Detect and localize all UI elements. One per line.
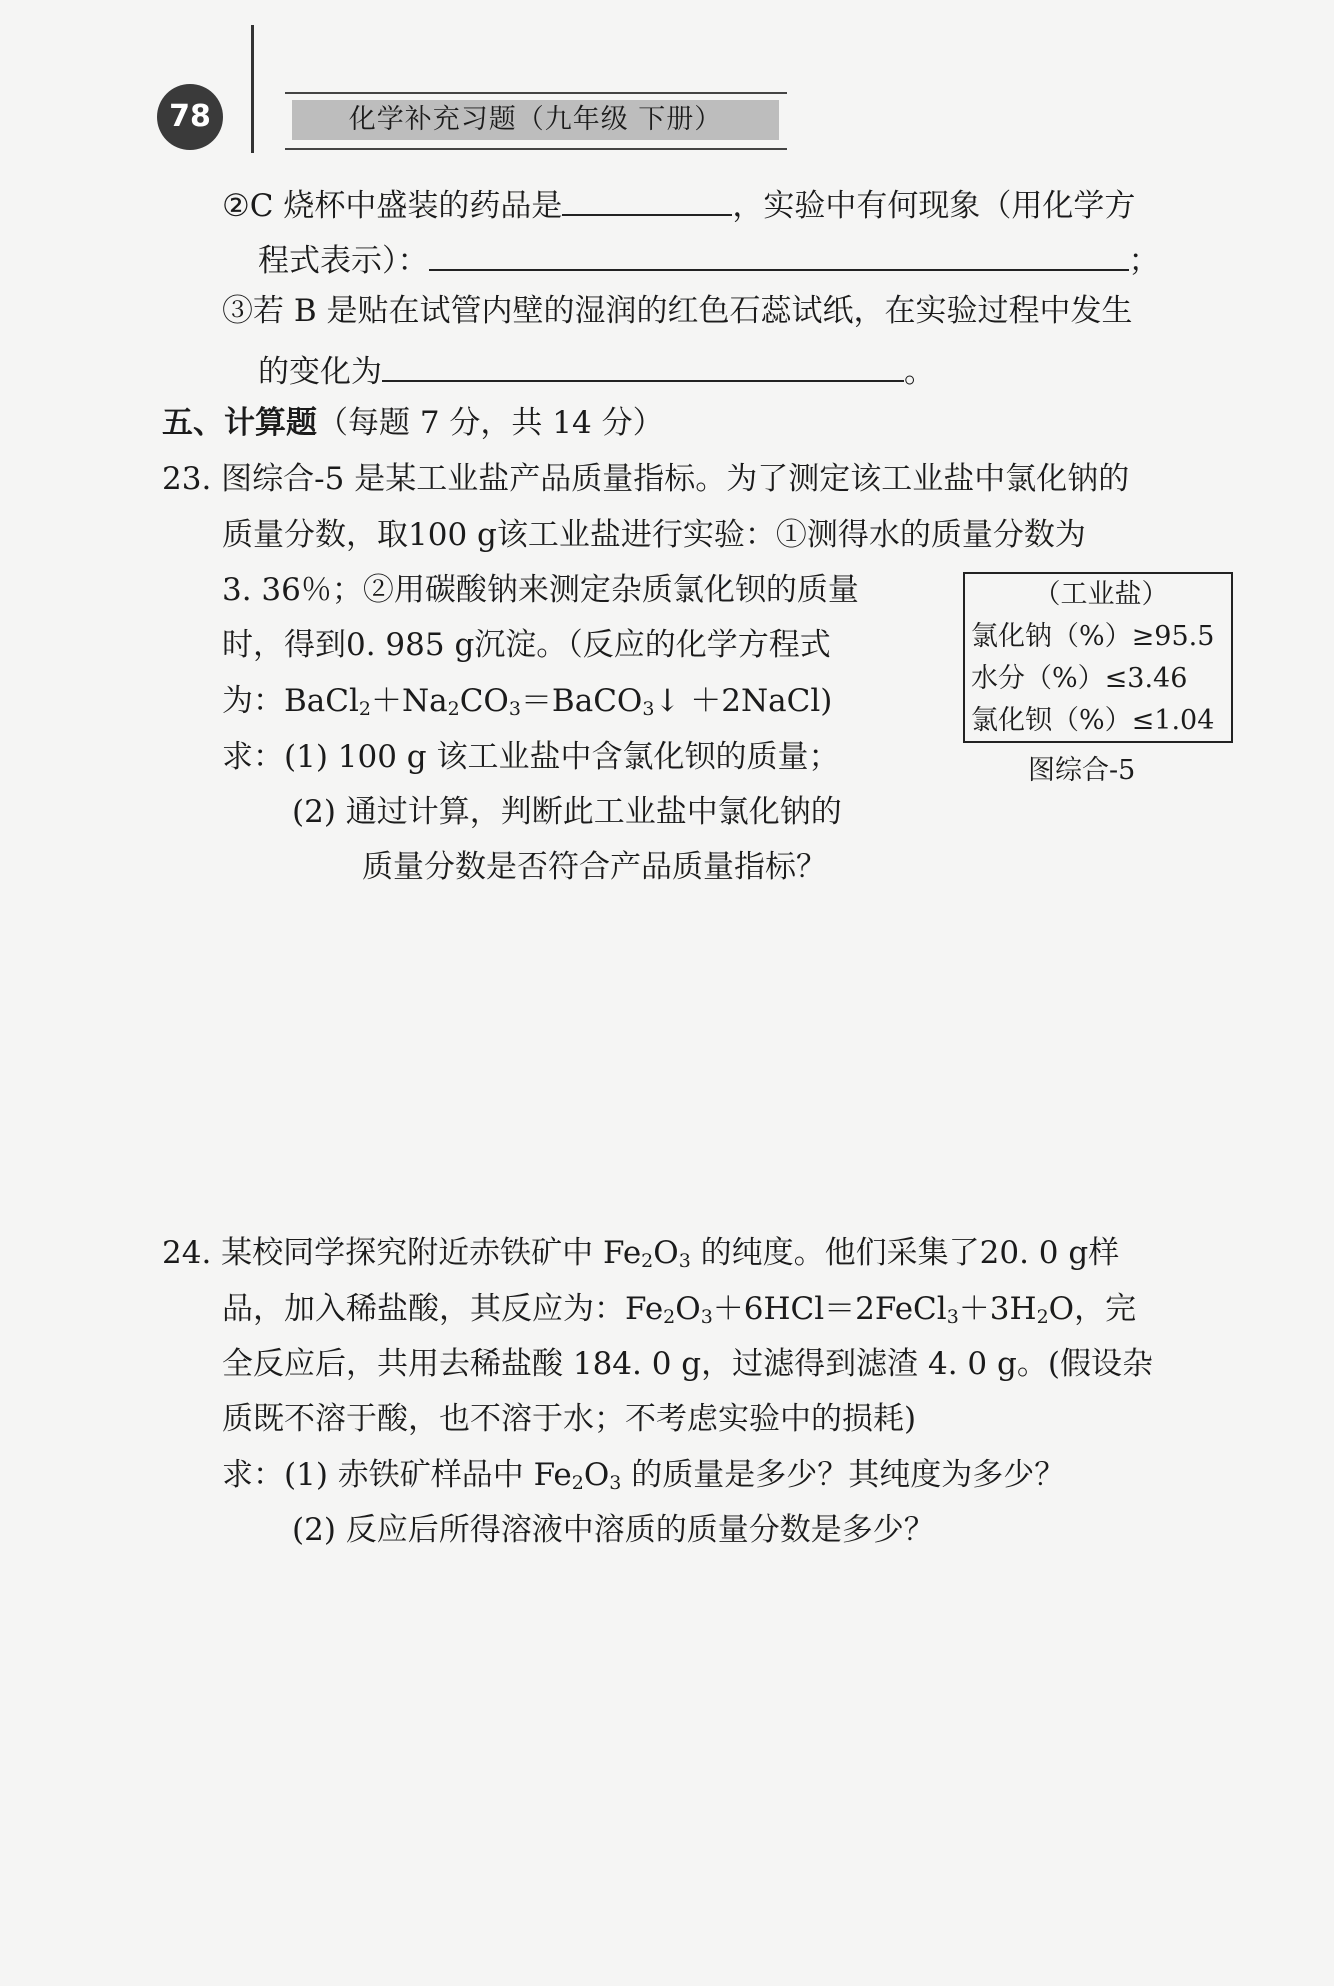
table-heading: （工业盐）	[1033, 579, 1169, 610]
q23-ask2-cont: 质量分数是否符合产品质量指标？	[362, 849, 827, 885]
q24-line1: 24. 某校同学探究附近赤铁矿中 $Fe_2O_3$ 的纯度。他们采集了20. 0 g样	[162, 1235, 1120, 1272]
quality-index-table	[963, 572, 1233, 743]
section-title: 五、计算题	[162, 405, 317, 441]
section-note: （每题 7 分，共 14 分）	[317, 405, 664, 441]
q23-equation-line: 为：$BaCl_2+Na_2CO_3=BaCO_3↓$ ＋2NaCl)	[222, 683, 833, 720]
figure-caption: 图综合-5	[1028, 755, 1136, 786]
q22-item3-line2: 的变化为 。	[258, 346, 935, 393]
table-row: 氯化钠（%）≥95.5	[971, 621, 1215, 652]
answer-blank[interactable]	[562, 180, 732, 216]
q23-ask1: 求：(1) 100 g 该工业盐中含氯化钡的质量；	[222, 739, 840, 775]
q22-item2-line2: 程式表示）： ；	[258, 235, 1160, 282]
q23-line4: 时，得到0. 985 g沉淀。（反应的化学方程式	[222, 627, 831, 663]
header-rule-top	[285, 92, 787, 94]
page-number: 78	[157, 84, 223, 150]
q24-ask2: (2) 反应后所得溶液中溶质的质量分数是多少？	[292, 1512, 935, 1548]
chemical-equation: $BaCl_2+Na_2CO_3=BaCO_3↓$ ＋2NaCl)	[284, 683, 833, 720]
q23-ask2: (2) 通过计算，判断此工业盐中氯化钠的	[292, 794, 842, 830]
header-rule-bottom	[285, 148, 787, 150]
q24-line4: 质既不溶于酸，也不溶于水；不考虑实验中的损耗)	[222, 1401, 917, 1437]
vertical-divider	[251, 25, 254, 153]
table-row: 氯化钡（%）≤1.04	[971, 705, 1215, 736]
q23-line3: 3. 36％；②用碳酸钠来测定杂质氯化钡的质量	[222, 572, 859, 608]
q22-item3-line1: ③若 B 是贴在试管内壁的湿润的红色石蕊试纸，在实验过程中发生	[222, 293, 1133, 329]
q22-item2-line1: ②C 烧杯中盛装的药品是 ，实验中有何现象（用化学方	[222, 180, 1135, 227]
section-heading	[162, 402, 664, 444]
q23-line2: 质量分数，取100 g该工业盐进行实验：①测得水的质量分数为	[222, 517, 1086, 553]
q24-ask1: 求：(1) 赤铁矿样品中 $Fe_2O_3$ 的质量是多少？其纯度为多少？	[222, 1457, 1066, 1494]
q23-line1: 23. 图综合-5 是某工业盐产品质量指标。为了测定该工业盐中氯化钠的	[162, 461, 1130, 497]
table-row: 水分（%）≤3.46	[971, 663, 1188, 694]
answer-blank[interactable]	[429, 235, 1129, 271]
q24-line3: 全反应后，共用去稀盐酸 184. 0 g，过滤得到滤渣 4. 0 g。(假设杂	[222, 1346, 1153, 1382]
answer-blank[interactable]	[382, 346, 904, 382]
book-title: 化学补充习题（九年级 下册）	[292, 100, 779, 140]
q24-line2: 品，加入稀盐酸，其反应为：$Fe_2O_3+6HCl=2FeCl_3+3H_2O$，完	[222, 1291, 1137, 1328]
